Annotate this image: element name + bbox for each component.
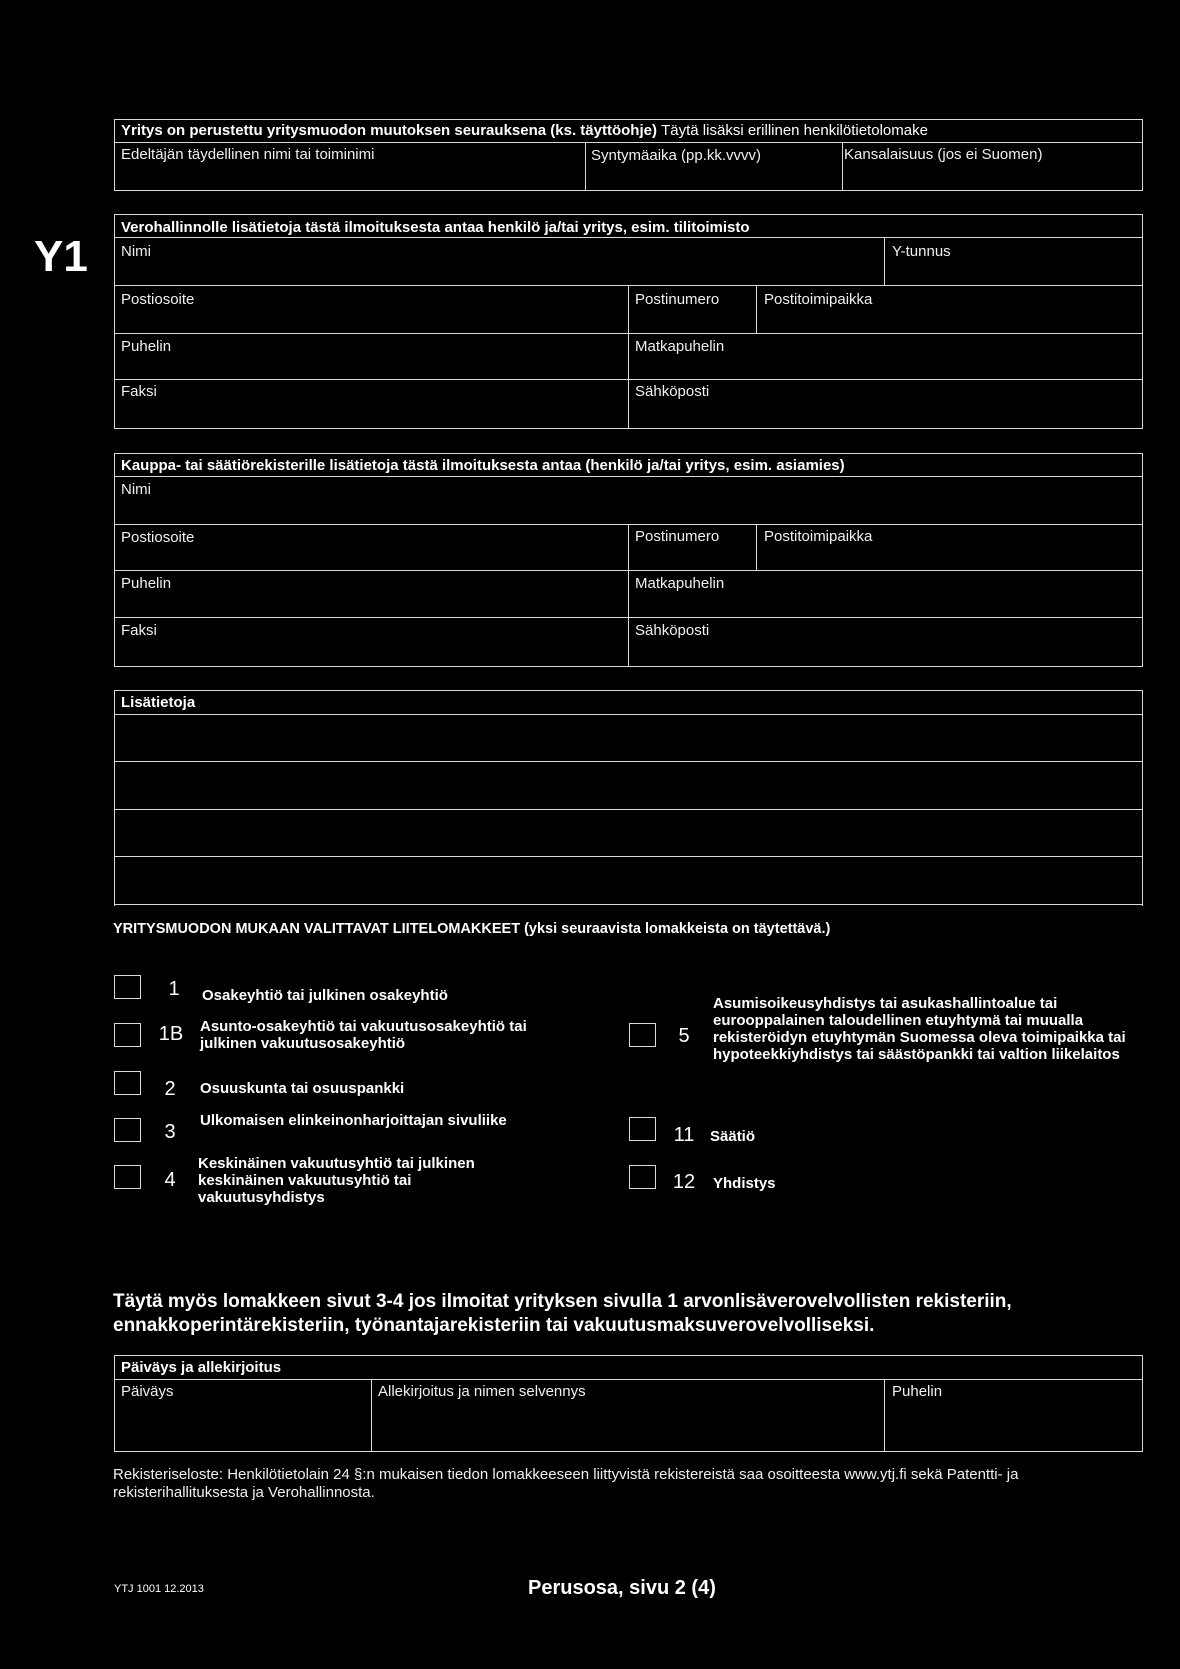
section-code-label: Y1 bbox=[34, 232, 88, 281]
divider bbox=[114, 714, 1143, 715]
attachment-number: 5 bbox=[678, 1025, 690, 1047]
divider bbox=[585, 142, 586, 191]
tax-contact-title: Verohallinnolle lisätietoja tästä ilmoituksesta antaa henkilö ja/tai yritys, esim. tilitoimisto bbox=[121, 219, 750, 236]
attachment-checkbox-11[interactable] bbox=[629, 1117, 656, 1141]
tax-address-field[interactable]: Postiosoite bbox=[121, 291, 195, 308]
signature-name-field[interactable]: Allekirjoitus ja nimen selvennys bbox=[378, 1383, 586, 1400]
attachment-number: 3 bbox=[164, 1121, 176, 1143]
attachment-number: 12 bbox=[672, 1171, 696, 1193]
signature-date-field[interactable]: Päiväys bbox=[121, 1383, 174, 1400]
divider bbox=[114, 1379, 1143, 1380]
tax-city-field[interactable]: Postitoimipaikka bbox=[764, 291, 873, 308]
signature-phone-field[interactable]: Puhelin bbox=[892, 1383, 943, 1400]
divider bbox=[114, 476, 1143, 477]
predecessor-name-field[interactable]: Edeltäjän täydellinen nimi tai toiminimi bbox=[121, 146, 375, 163]
additional-info-line[interactable] bbox=[114, 856, 1143, 857]
tax-mobile-field[interactable]: Matkapuhelin bbox=[635, 338, 725, 355]
attachment-checkbox-1[interactable] bbox=[114, 975, 141, 999]
tax-phone-field[interactable]: Puhelin bbox=[121, 338, 172, 355]
predecessor-citizenship-field[interactable]: Kansalaisuus (jos ei Suomen) bbox=[844, 146, 1043, 163]
attachment-checkbox-12[interactable] bbox=[629, 1165, 656, 1189]
additional-info-title: Lisätietoja bbox=[121, 694, 196, 711]
trade-phone-field[interactable]: Puhelin bbox=[121, 575, 172, 592]
trade-register-title: Kauppa- tai säätiörekisterille lisätietoja tästä ilmoituksesta antaa (henkilö ja/tai yritys, esim. asiamies) bbox=[121, 457, 845, 474]
predecessor-title-note: Täytä lisäksi erillinen henkilötietolomake bbox=[661, 122, 928, 139]
divider bbox=[756, 524, 757, 570]
trade-postcode-field[interactable]: Postinumero bbox=[635, 528, 720, 545]
attachment-checkbox-2[interactable] bbox=[114, 1071, 141, 1095]
predecessor-birthdate-field[interactable]: Syntymäaika (pp.kk.vvvv) bbox=[591, 147, 762, 164]
attachment-label: Asunto-osakeyhtiö tai vakuutusosakeyhtiö tai julkinen vakuutusosakeyhtiö bbox=[200, 1018, 527, 1052]
divider bbox=[842, 142, 843, 191]
divider bbox=[628, 524, 629, 667]
notice-text: Täytä myös lomakkeen sivut 3-4 jos ilmoitat yrityksen sivulla 1 arvonlisäverovelvollisten rekisteriin, ennakkoperintärekisteriin, työnantajarekisteriin tai vakuutusmaksuverovelvolliseksi. bbox=[113, 1291, 1012, 1336]
attachment-label: Osakeyhtiö tai julkinen osakeyhtiö bbox=[202, 987, 448, 1004]
divider bbox=[884, 237, 885, 285]
trade-city-field[interactable]: Postitoimipaikka bbox=[764, 528, 873, 545]
divider bbox=[628, 285, 629, 429]
attachment-checkbox-4[interactable] bbox=[114, 1165, 141, 1189]
page-number: Perusosa, sivu 2 (4) bbox=[528, 1577, 716, 1599]
tax-business-id-field[interactable]: Y-tunnus bbox=[892, 243, 951, 260]
attachment-checkbox-1b[interactable] bbox=[114, 1023, 141, 1047]
attachment-number: 2 bbox=[164, 1078, 176, 1100]
trade-fax-field[interactable]: Faksi bbox=[121, 622, 157, 639]
attachment-label: Yhdistys bbox=[713, 1175, 776, 1192]
attachments-title: YRITYSMUODON MUKAAN VALITTAVAT LIITELOMAKKEET (yksi seuraavista lomakkeista on täytettävä.) bbox=[113, 921, 831, 937]
attachment-label: Osuuskunta tai osuuspankki bbox=[200, 1080, 405, 1097]
tax-postcode-field[interactable]: Postinumero bbox=[635, 291, 720, 308]
additional-info-section bbox=[114, 690, 1143, 906]
attachment-checkbox-5[interactable] bbox=[629, 1023, 656, 1047]
tax-name-field[interactable]: Nimi bbox=[121, 243, 151, 260]
trade-email-field[interactable]: Sähköposti bbox=[635, 622, 710, 639]
privacy-statement: Rekisteriseloste: Henkilötietolain 24 §:n mukaisen tiedon lomakkeeseen liittyvistä rekistereistä saa osoitteesta www.ytj.fi sekä Patentti- ja rekisterihallituksesta ja Verohallinnosta. bbox=[113, 1466, 1019, 1501]
attachment-label: Ulkomaisen elinkeinonharjoittajan sivuliike bbox=[200, 1112, 507, 1129]
attachment-number: 4 bbox=[164, 1169, 176, 1191]
attachment-label: Säätiö bbox=[710, 1128, 756, 1145]
divider bbox=[114, 142, 1143, 143]
divider bbox=[756, 285, 757, 333]
signature-title: Päiväys ja allekirjoitus bbox=[121, 1359, 282, 1376]
tax-email-field[interactable]: Sähköposti bbox=[635, 383, 710, 400]
additional-info-line[interactable] bbox=[114, 904, 1143, 905]
trade-mobile-field[interactable]: Matkapuhelin bbox=[635, 575, 725, 592]
form-code: YTJ 1001 12.2013 bbox=[114, 1583, 204, 1595]
trade-name-field[interactable]: Nimi bbox=[121, 481, 151, 498]
divider bbox=[114, 237, 1143, 238]
trade-address-field[interactable]: Postiosoite bbox=[121, 529, 195, 546]
attachment-label: Keskinäinen vakuutusyhtiö tai julkinen keskinäinen vakuutusyhtiö tai vakuutusyhdistys bbox=[198, 1155, 475, 1206]
additional-info-line[interactable] bbox=[114, 761, 1143, 762]
attachment-number: 1 bbox=[168, 978, 180, 1000]
additional-info-line[interactable] bbox=[114, 809, 1143, 810]
attachment-label: Asumisoikeusyhdistys tai asukashallintoalue tai eurooppalainen taloudellinen etuyhtymä tai muualla rekisteröidyn etuyhtymän Suomessa oleva toimipaikka tai hypoteekkiyhdistys tai säästöpankki tai valtion liikelaitos bbox=[713, 995, 1126, 1063]
attachment-number: 11 bbox=[673, 1124, 695, 1146]
attachment-number: 1B bbox=[158, 1023, 184, 1045]
attachment-checkbox-3[interactable] bbox=[114, 1118, 141, 1142]
tax-fax-field[interactable]: Faksi bbox=[121, 383, 157, 400]
divider bbox=[371, 1379, 372, 1452]
predecessor-title: Yritys on perustettu yritysmuodon muutoksen seurauksena (ks. täyttöohje) Täytä lisäksi erillinen henkilötietolomake bbox=[121, 122, 928, 139]
divider bbox=[884, 1379, 885, 1452]
